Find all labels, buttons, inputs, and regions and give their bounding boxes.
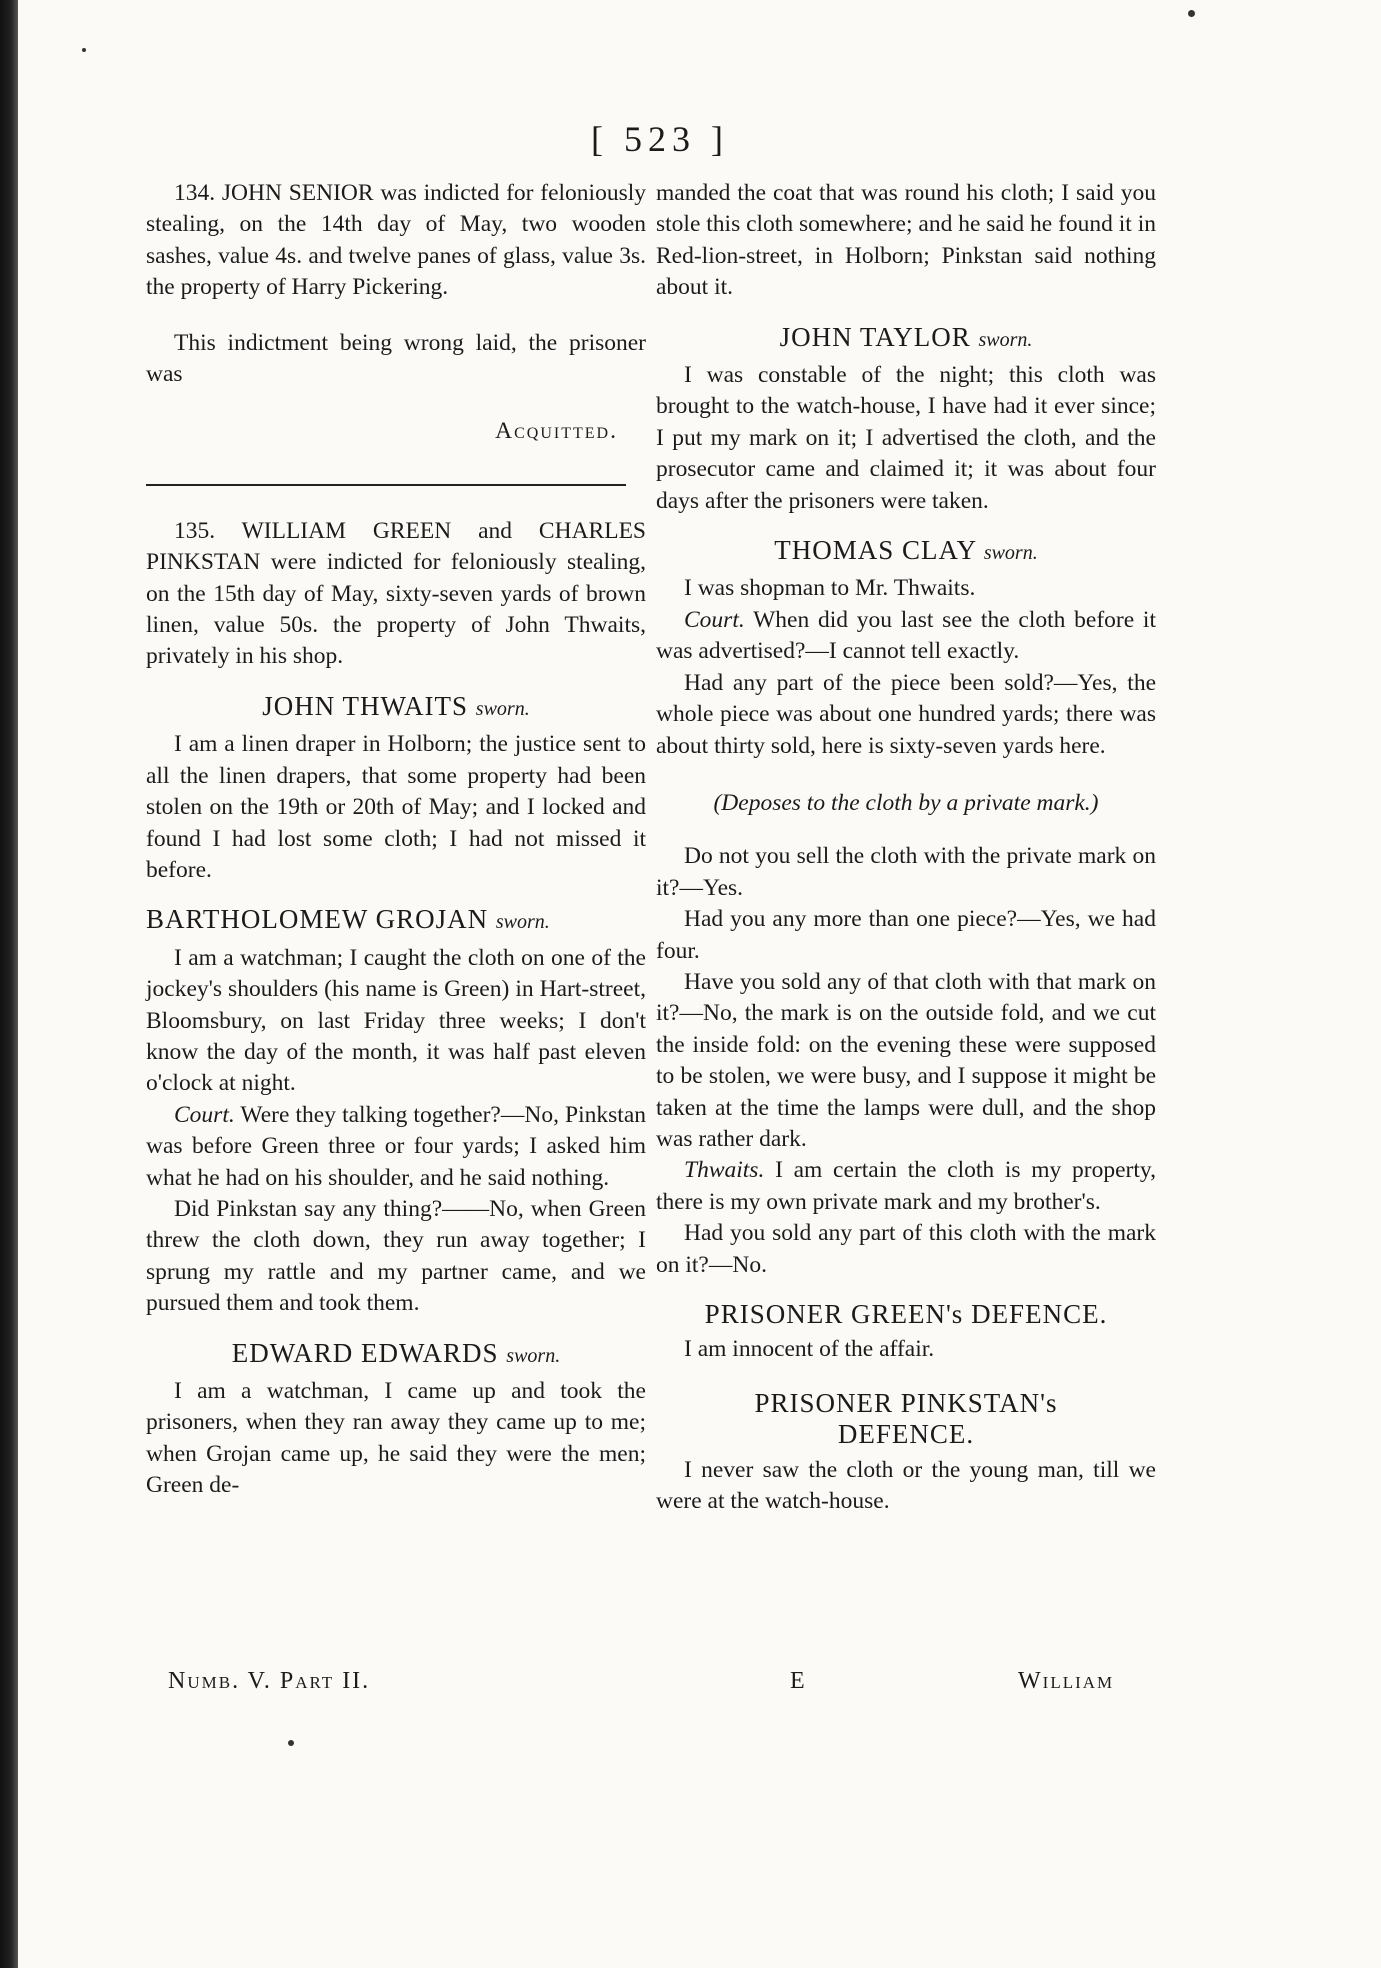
edwards-testimony: I am a watchman, I came up and took the prisoners, when they ran away they came up to me; when Grojan came up, he said they were the men; Green de- [146, 1378, 646, 1499]
pinkstan-defence-heading-2: DEFENCE. [837, 1419, 975, 1450]
book-binding-edge [0, 0, 18, 1968]
clay-question-3: Do not you sell the cloth with the private mark on it?—Yes. [656, 843, 1156, 901]
signature-mark: E [790, 1668, 805, 1694]
case-134-verdict: Acquitted. [495, 418, 618, 445]
grojan-question-2: Did Pinkstan say any thing?——No, when Green threw the cloth down, they run away together; I sprung my rattle and my partner came, and we pursued them and took them. [146, 1195, 646, 1317]
green-defence-heading: PRISONER GREEN's DEFENCE. [704, 1299, 1108, 1329]
grojan-testimony: I am a watchman; I caught the cloth on one of the jockey's shoulders (his name is Green) in Hart-street, Bloomsbury, on last Friday three weeks; I don't know the day of the month, it was half past eleven o'clock at night. [146, 944, 646, 1097]
right-column [656, 178, 1156, 1517]
clay-court-question: Court. When did you last see the cloth before it was advertised?—I cannot tell exactly. [656, 606, 1156, 665]
case-134-note: This indictment being wrong laid, the prisoner was [146, 329, 646, 388]
clay-testimony: I was shopman to Mr. Thwaits. [684, 575, 976, 602]
pinkstan-defence-heading: PRISONER PINKSTAN's [754, 1387, 1058, 1418]
clay-question-2: Had any part of the piece been sold?—Yes, the whole piece was about one hundred yards; there was about thirty sold, here is sixty-seven yards here. [656, 669, 1156, 759]
thwaits-statement: Thwaits. I am certain the cloth is my property, there is my own private mark and my brother's. [656, 1157, 1156, 1215]
continued-testimony: manded the coat that was round his cloth; I said you stole this cloth somewhere; and he said he found it in Red-lion-street, in Holborn; Pinkstan said nothing about it. [656, 180, 1156, 301]
ink-speck [82, 48, 86, 52]
case-135-indictment: 135. WILLIAM GREEN and CHARLES PINKSTAN were indicted for feloniously stealing, on the 15th day of May, sixty-seven yards of brown linen, value 50s. the property of John Thwaits, privately in his shop. [146, 517, 646, 670]
clay-question-6: Had you sold any part of this cloth with the mark on it?—No. [656, 1220, 1156, 1278]
witness-heading-taylor: JOHN TAYLOR sworn. [779, 321, 1033, 352]
clay-question-5: Have you sold any of that cloth with that mark on it?—No, the mark is on the outside fold, and we cut the inside fold: on the evening these were supposed to be stolen, we were busy, and I suppose it might be taken at the time the lamps were dull, and the shop was rather dark. [656, 968, 1156, 1152]
witness-heading-clay: THOMAS CLAY sworn. [774, 535, 1038, 566]
left-column [146, 178, 646, 1502]
grojan-court-question: Court. Were they talking together?—No, Pinkstan was before Green three or four yards; I asked him what he had on his shoulder, and he said nothing. [146, 1101, 647, 1191]
witness-heading-grojan: BARTHOLOMEW GROJAN sworn. [146, 904, 550, 935]
green-defence-text: I am innocent of the affair. [684, 1336, 935, 1363]
pinkstan-defence-text: I never saw the cloth or the young man, till we were at the watch-house. [656, 1456, 1156, 1515]
clay-question-4: Had you any more than one piece?—Yes, we had four. [656, 906, 1156, 964]
page-number: [ 523 ] [591, 119, 729, 159]
case-134-indictment: 134. JOHN SENIOR was indicted for feloniously stealing, on the 14th day of May, two wooden sashes, value 4s. and twelve panes of glass, value 3s. the property of Harry Pickering. [146, 180, 646, 301]
thwaits-testimony: I am a linen draper in Holborn; the justice sent to all the linen drapers, that some property had been stolen on the 19th or 20th of May; and I locked and found I had lost some cloth; I had not missed it before. [146, 731, 646, 883]
witness-heading-edwards: EDWARD EDWARDS sworn. [231, 1337, 561, 1368]
witness-heading-thwaits: JOHN THWAITS sworn. [262, 690, 530, 721]
deposition-note: (Deposes to the cloth by a private mark.) [713, 789, 1099, 816]
case-divider-rule [146, 484, 626, 486]
ink-speck [288, 1740, 294, 1746]
catchword: William [1018, 1668, 1115, 1694]
ink-speck [1188, 10, 1195, 17]
taylor-testimony: I was constable of the night; this cloth was brought to the watch-house, I have had it ever since; I put my mark on it; I advertised the cloth, and the prosecutor came and claimed it; it was about four days after the prisoners were taken. [656, 362, 1156, 514]
signature-line: Numb. V. Part II. [168, 1668, 371, 1694]
